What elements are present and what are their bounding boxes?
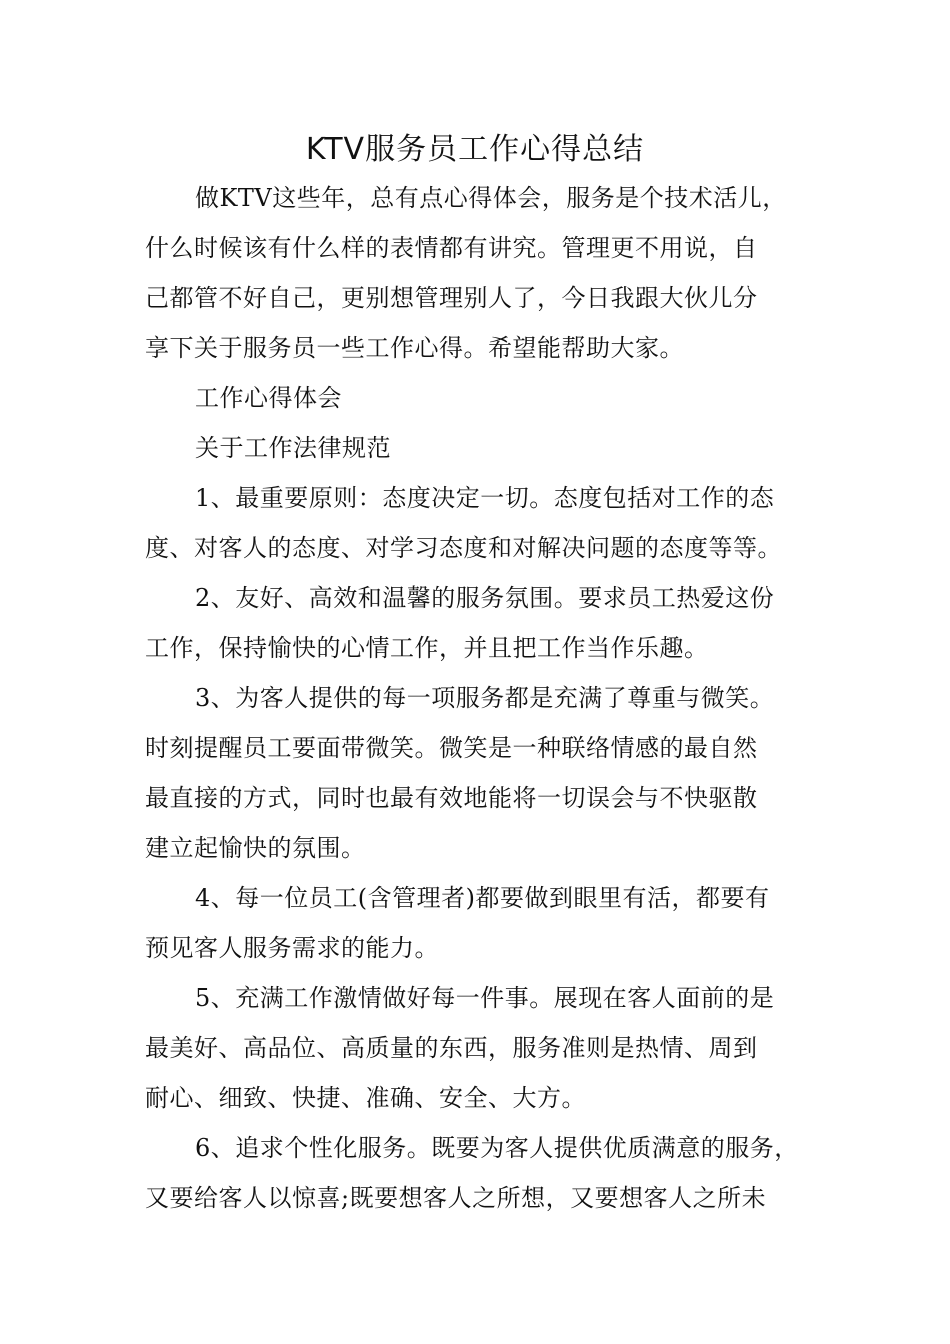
paragraph-line: 享下关于服务员一些工作心得。希望能帮助大家。 — [145, 334, 684, 362]
paragraph-line: 3、为客人提供的每一项服务都是充满了尊重与微笑。 — [195, 684, 775, 712]
paragraph-line: 度、对客人的态度、对学习态度和对解决问题的态度等等。 — [145, 534, 782, 562]
paragraph-line: 时刻提醒员工要面带微笑。微笑是一种联络情感的最自然 — [145, 734, 758, 762]
paragraph-line: 耐心、细致、快捷、准确、安全、大方。 — [145, 1084, 586, 1112]
paragraph-line: 最美好、高品位、高质量的东西，服务准则是热情、周到 — [145, 1034, 758, 1062]
paragraph-line: 建立起愉快的氛围。 — [145, 834, 366, 862]
paragraph-line: 什么时候该有什么样的表情都有讲究。管理更不用说，自 — [145, 234, 758, 262]
paragraph-line: 5、充满工作激情做好每一件事。展现在客人面前的是 — [195, 984, 775, 1012]
paragraph-line: 6、追求个性化服务。既要为客人提供优质满意的服务， — [195, 1134, 799, 1162]
paragraph-line: 1、最重要原则：态度决定一切。态度包括对工作的态 — [195, 484, 775, 512]
paragraph-line: 2、友好、高效和温馨的服务氛围。要求员工热爱这份 — [195, 584, 775, 612]
paragraph-line: 做KTV这些年，总有点心得体会，服务是个技术活儿， — [195, 184, 787, 212]
section-heading: 关于工作法律规范 — [195, 434, 391, 462]
paragraph-line: 又要给客人以惊喜;既要想客人之所想，又要想客人之所未 — [145, 1184, 767, 1212]
paragraph-line: 最直接的方式，同时也最有效地能将一切误会与不快驱散 — [145, 784, 758, 812]
page-title: KTV服务员工作心得总结 — [305, 132, 645, 167]
paragraph-line: 工作，保持愉快的心情工作，并且把工作当作乐趣。 — [145, 634, 709, 662]
paragraph-line: 己都管不好自己，更别想管理别人了，今日我跟大伙儿分 — [145, 284, 758, 312]
section-heading: 工作心得体会 — [195, 384, 342, 412]
paragraph-line: 4、每一位员工(含管理者)都要做到眼里有活，都要有 — [195, 884, 770, 912]
paragraph-line: 预见客人服务需求的能力。 — [145, 934, 439, 962]
